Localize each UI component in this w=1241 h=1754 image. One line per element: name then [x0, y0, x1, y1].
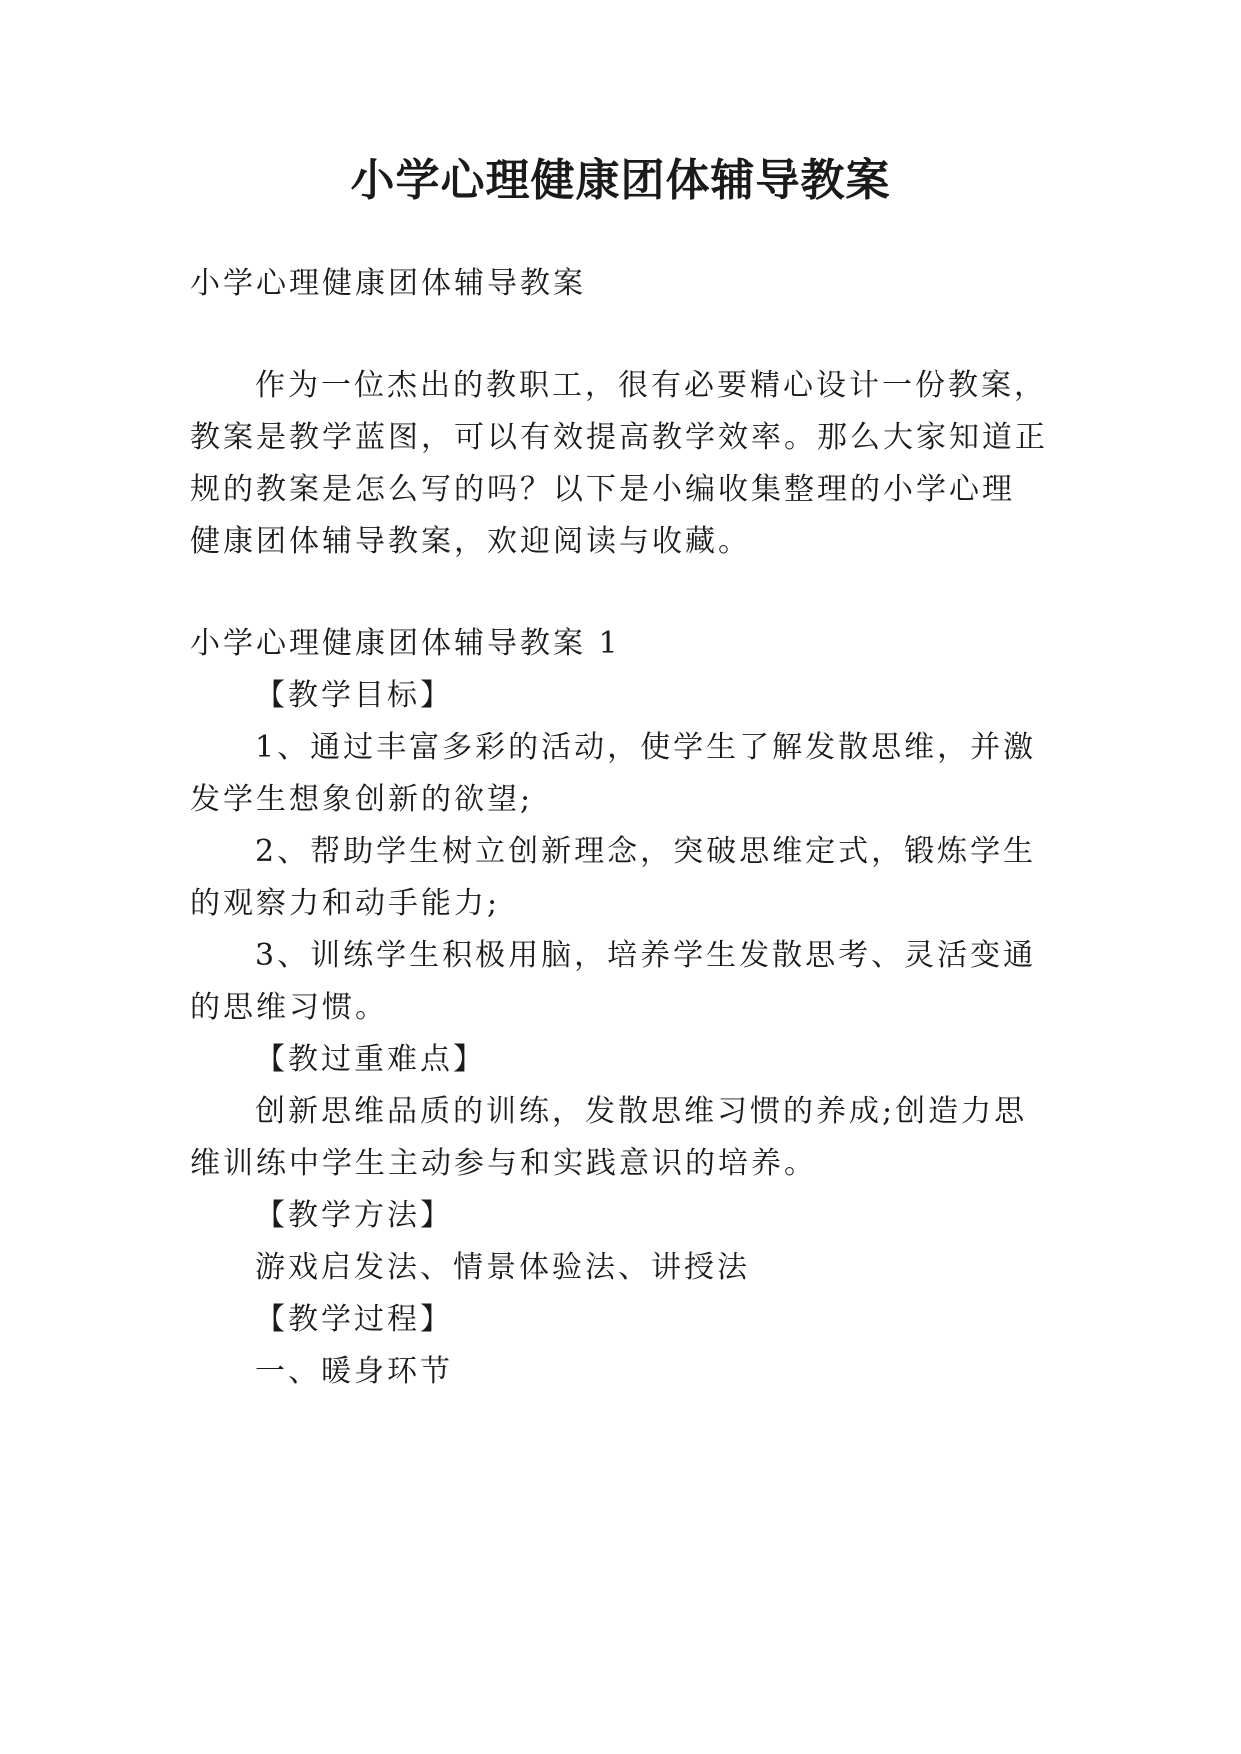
process-step: 一、暖身环节 [255, 1354, 453, 1389]
objective-item-continued: 的思维习惯。 [190, 990, 388, 1025]
objective-item-continued: 发学生想象创新的欲望; [190, 782, 534, 817]
objective-item: 3、训练学生积极用脑，培养学生发散思考、灵活变通 [255, 938, 1037, 973]
key-points-text-continued: 维训练中学生主动参与和实践意识的培养。 [190, 1146, 817, 1181]
methods-heading: 【教学方法】 [255, 1198, 453, 1233]
objective-item: 1、通过丰富多彩的活动，使学生了解发散思维，并激 [255, 730, 1037, 765]
section-heading: 小学心理健康团体辅导教案 1 [190, 626, 621, 661]
process-heading: 【教学过程】 [255, 1302, 453, 1337]
key-points-text: 创新思维品质的训练，发散思维习惯的养成;创造力思 [255, 1094, 1028, 1129]
document-subtitle: 小学心理健康团体辅导教案 [190, 266, 586, 301]
key-points-heading: 【教过重难点】 [255, 1042, 486, 1077]
document-title: 小学心理健康团体辅导教案 [350, 155, 891, 206]
objective-item: 2、帮助学生树立创新理念，突破思维定式，锻炼学生 [255, 834, 1037, 869]
intro-line: 健康团体辅导教案，欢迎阅读与收藏。 [190, 524, 751, 559]
intro-line: 作为一位杰出的教职工，很有必要精心设计一份教案， [255, 368, 1047, 403]
objective-item-continued: 的观察力和动手能力; [190, 886, 501, 921]
objectives-heading: 【教学目标】 [255, 678, 453, 713]
intro-line: 教案是教学蓝图，可以有效提高教学效率。那么大家知道正 [190, 420, 1048, 455]
methods-text: 游戏启发法、情景体验法、讲授法 [255, 1250, 750, 1285]
intro-line: 规的教案是怎么写的吗？以下是小编收集整理的小学心理 [190, 472, 1015, 507]
